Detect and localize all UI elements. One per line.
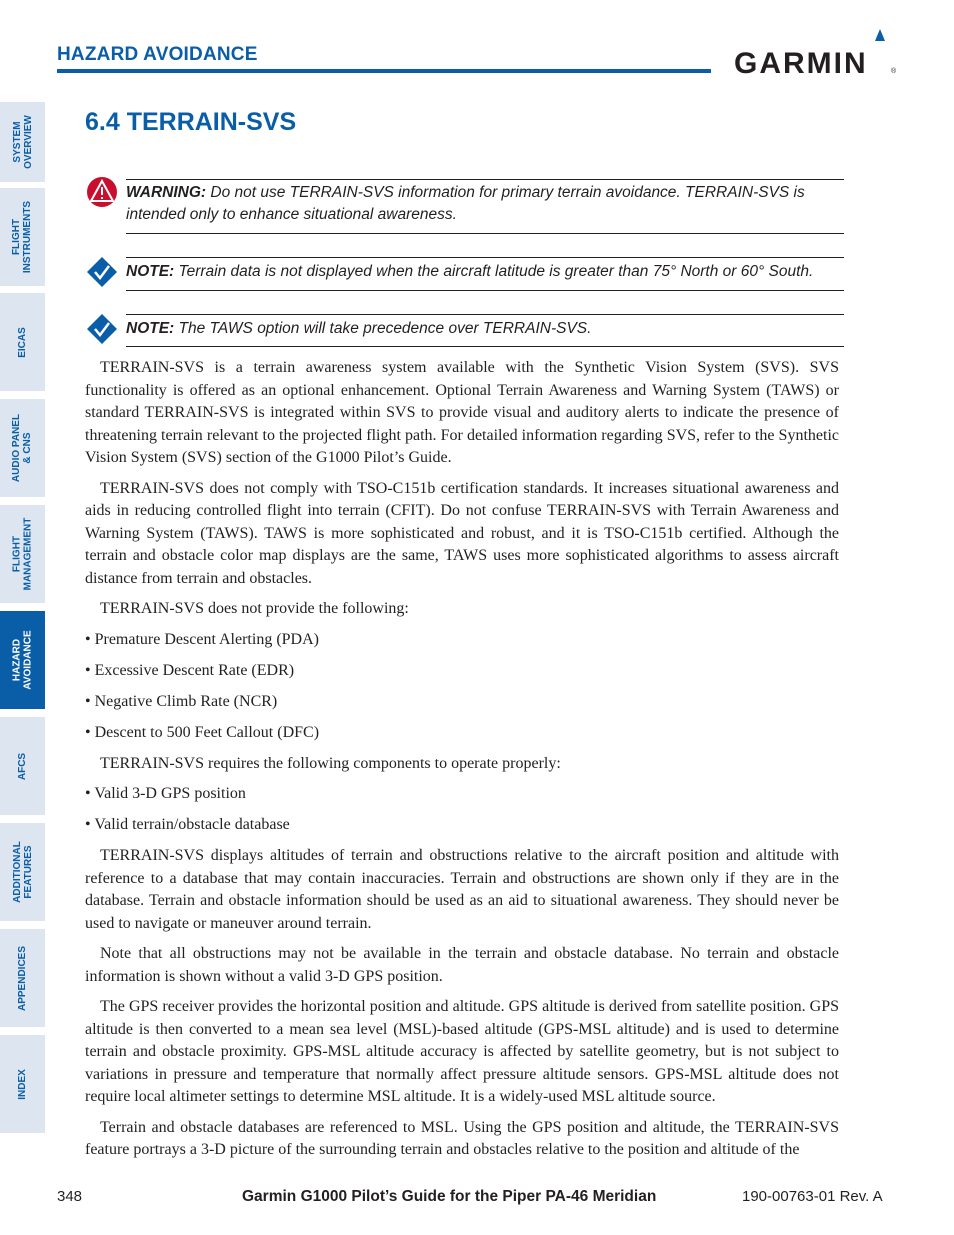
paragraph: TERRAIN-SVS displays altitudes of terrain and obstructions relative to the aircraft position and altitude with reference to a database that may contain inaccuracies. Terrain and obstructions are shown only if they are in the database. Terrain and obstacle information should be used as an aid to situational awareness. They should never be used to navigate or maneuver around terrain.: [85, 847, 839, 932]
tab-label: HAZARD AVOIDANCE: [11, 630, 34, 690]
svg-text:GARMIN: GARMIN: [734, 47, 868, 78]
warning-label: WARNING:: [126, 184, 207, 201]
note-label: NOTE:: [126, 320, 175, 337]
tab-afcs[interactable]: [0, 717, 45, 815]
list-item: • Premature Descent Alerting (PDA): [85, 630, 319, 648]
paragraph: Terrain and obstacle databases are referenced to MSL. Using the GPS position and altitude, the TERRAIN-SVS feature portrays a 3-D picture of the surrounding terrain and obstacles relative to the position and altitude of the: [85, 1118, 839, 1158]
body-text: [85, 357, 839, 1170]
tab-label: FLIGHT MANAGEMENT: [11, 517, 34, 591]
paragraph: Note that all obstructions may not be available in the terrain and obstacle database. No terrain and obstacle information is shown without a valid 3-D GPS position.: [85, 945, 839, 985]
tab-hazard-avoidance[interactable]: [0, 611, 45, 709]
tab-additional-features[interactable]: [0, 823, 45, 921]
guide-title: Garmin G1000 Pilot’s Guide for the Piper PA-46 Meridian: [242, 1188, 657, 1205]
tab-label: APPENDICES: [17, 945, 29, 1011]
paragraph: The GPS receiver provides the horizontal position and altitude. GPS altitude is derived from satellite position. GPS altitude is then converted to a mean sea level (MSL)-based altitude (GPS-MSL altitude) and is used to determine terrain and obstacle proximity. GPS-MSL altitude accuracy is affected by satellite geometry, but is not subject to variations in pressure and temperature that normally affect pressure altitude sensors. GPS-MSL altitude does not require local altimeter settings to determine MSL altitude. It is a widely-used MSL altitude source.: [85, 998, 839, 1105]
page-footer: [0, 1188, 954, 1212]
list-item: • Descent to 500 Feet Callout (DFC): [85, 723, 320, 741]
warning-icon: [86, 176, 118, 208]
warning-callout: [126, 179, 844, 234]
note-callout-latitude: [126, 257, 844, 291]
tab-flight-management[interactable]: [0, 505, 45, 603]
tab-eicas[interactable]: [0, 293, 45, 391]
tab-label: AUDIO PANEL & CNS: [11, 413, 34, 483]
document-number: 190-00763-01 Rev. A: [742, 1188, 883, 1205]
section-header: HAZARD AVOIDANCE: [57, 44, 258, 65]
svg-text:®: ®: [891, 68, 897, 75]
tab-label: INDEX: [17, 1068, 28, 1100]
list-item: • Excessive Descent Rate (EDR): [85, 661, 295, 679]
tab-appendices[interactable]: [0, 929, 45, 1027]
tab-system-overview[interactable]: [0, 102, 45, 182]
tab-label: FLIGHT INSTRUMENTS: [11, 200, 34, 274]
note-icon: [86, 256, 118, 288]
tab-label: AFCS: [16, 752, 28, 780]
tab-index[interactable]: [0, 1035, 45, 1133]
paragraph: TERRAIN-SVS requires the following components to operate properly:: [100, 754, 561, 772]
list-item: • Valid 3-D GPS position: [85, 785, 246, 802]
paragraph: TERRAIN-SVS does not provide the following:: [100, 600, 409, 617]
note-text: The TAWS option will take precedence over TERRAIN-SVS.: [174, 320, 592, 337]
note-icon: [86, 313, 118, 345]
note-text: Terrain data is not displayed when the aircraft latitude is greater than 75° North or 60° South.: [174, 263, 814, 280]
page-number: 348: [57, 1188, 83, 1205]
list-item: • Valid terrain/obstacle database: [85, 816, 290, 833]
tab-label: SYSTEM OVERVIEW: [11, 115, 34, 169]
note-callout-taws: [126, 314, 844, 347]
garmin-logo: [734, 26, 898, 78]
paragraph: TERRAIN-SVS does not comply with TSO-C151b certification standards. It increases situational awareness and aids in reducing controlled flight into terrain (CFIT). Do not confuse TERRAIN-SVS with Terrain Awareness and Warning System (TAWS). TAWS is more sophisticated and robust, and it is TSO-C151b certified. Although the terrain and obstacle color map displays are the same, TAWS uses more sophisticated algorithms to assess aircraft distance from terrain and obstacles.: [85, 479, 839, 587]
list-item: • Negative Climb Rate (NCR): [85, 692, 278, 710]
tab-label: ADDITIONAL FEATURES: [11, 841, 34, 903]
tab-flight-instruments[interactable]: [0, 188, 45, 286]
paragraph: TERRAIN-SVS is a terrain awareness system available with the Synthetic Vision System (SVS). SVS functionality is offered as an optional enhancement. Optional Terrain Awareness and Warning System (TAWS) or standard TERRAIN-SVS is integrated within SVS to provide visual and auditory alerts to indicate the presence of threatening terrain relevant to the projected flight path. For detailed information regarding SVS, refer to the Synthetic Vision System (SVS) section of the G1000 Pilot’s Guide.: [85, 359, 839, 466]
header-rule: [57, 69, 711, 73]
tab-audio-panel-cns[interactable]: [0, 399, 45, 497]
note-label: NOTE:: [126, 263, 175, 280]
tab-label: EICAS: [17, 326, 28, 358]
warning-text: Do not use TERRAIN-SVS information for primary terrain avoidance. TERRAIN-SVS is intended only to enhance situational awareness.: [126, 184, 805, 223]
page-title: 6.4 TERRAIN-SVS: [85, 108, 297, 136]
